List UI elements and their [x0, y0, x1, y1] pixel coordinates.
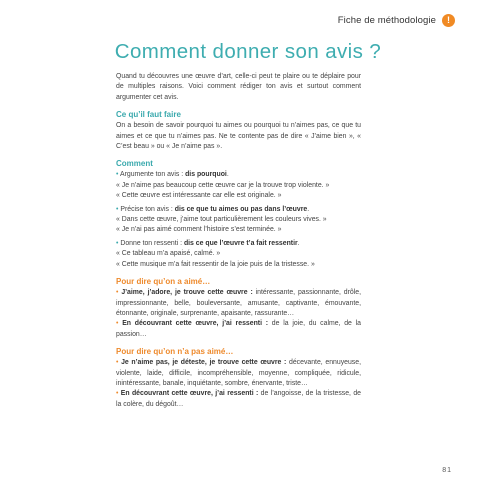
how-item-key: dis ce que tu aimes ou pas dans l’œuvre: [174, 205, 308, 213]
bullet-icon: •: [116, 205, 119, 213]
bullet-icon: •: [116, 359, 119, 367]
liked-item-text: de la joie, du calme, de la passion…: [116, 320, 362, 338]
page-number: 81: [442, 467, 452, 474]
liked-item-feelings: [116, 319, 361, 340]
page-header: [338, 14, 455, 27]
section-title-what-to-do: Ce qu’il faut faire: [116, 110, 181, 120]
disliked-item-text: décevante, ennuyeuse, violente, laide, difficile, incompréhensible, moyenne, compliquée, ridicule, inintéressante, banale, inquiétante, sombre, énervante, triste…: [116, 359, 362, 387]
how-item-line: [116, 239, 361, 249]
section-liked: [116, 276, 361, 340]
section-title-disliked: Pour dire qu’on n’a pas aimé…: [116, 347, 234, 357]
how-item-after: .: [226, 171, 229, 179]
how-item-after: .: [307, 205, 310, 213]
how-item-line: [116, 205, 361, 215]
how-item-lead: Argumente ton avis :: [119, 171, 186, 179]
main-content: [116, 72, 361, 416]
liked-item-adjectives: [116, 288, 361, 319]
section-what-to-do: [116, 109, 361, 152]
header-label: Fiche de méthodologie: [337, 15, 436, 26]
section-what-to-do-text: On a besoin de savoir pourquoi tu aimes ou pourquoi tu n’aimes pas, ce que tu aimes et ce que tu n’aimes pas. Ne te contente pas de dire « J’aime bien », « C’est beau » ou « Je n’aime pas ».: [116, 122, 361, 151]
liked-item-key: J’aime, j’adore, je trouve cette œuvre :: [121, 289, 253, 297]
disliked-item-feelings: [116, 389, 361, 410]
example-line: « Dans cette œuvre, j’aime tout particulièrement les couleurs vives. »: [116, 216, 327, 224]
bullet-icon: •: [116, 390, 119, 398]
example-line: « Cette musique m’a fait ressentir de la joie puis de la tristesse. »: [116, 260, 315, 268]
example-line: « Je n’ai pas aimé comment l’histoire s’est terminée. »: [116, 226, 282, 234]
section-how: [116, 158, 361, 270]
bullet-icon: •: [116, 289, 119, 297]
disliked-item-adjectives: [116, 358, 361, 389]
how-item-key: dis ce que l’œuvre t’a fait ressentir: [183, 239, 298, 247]
liked-item-text: intéressante, passionnante, drôle, impressionnante, belle, bouleversante, amusante, captivante, émouvante, étonnante, originale, surprenante, apaisante, rassurante…: [116, 289, 362, 317]
example-line: « Je n’aime pas beaucoup cette œuvre car je la trouve trop violente. »: [116, 181, 330, 189]
example-line: « Ce tableau m’a apaisé, calmé. »: [116, 250, 221, 258]
disliked-item-key: Je n’aime pas, je déteste, je trouve cette œuvre :: [121, 359, 287, 367]
how-item-after: .: [297, 239, 300, 247]
how-item-key: dis pourquoi: [185, 171, 227, 179]
section-title-liked: Pour dire qu’on a aimé…: [116, 277, 211, 287]
disliked-item-text: de l’angoisse, de la tristesse, de la colère, du dégoût…: [116, 390, 361, 408]
page-title: Comment donner son avis ?: [114, 40, 382, 63]
section-disliked: [116, 346, 361, 410]
bullet-icon: •: [116, 171, 119, 179]
how-item-specify: [116, 205, 361, 236]
how-item-lead: Donne ton ressenti :: [120, 239, 184, 247]
intro-paragraph: Quand tu découvres une œuvre d’art, celle-ci peut te plaire ou te déplaire pour de multiples raisons. Voici comment rédiger ton avis et surtout comment argumenter cet avis.: [116, 73, 361, 101]
how-item-lead: Précise ton avis :: [120, 205, 175, 213]
how-item-line: [116, 170, 361, 180]
exclamation-icon: !: [442, 14, 455, 27]
how-item-feeling: [116, 239, 361, 270]
example-line: « Cette œuvre est intéressante car elle est originale. »: [116, 192, 282, 200]
how-item-argue: [116, 170, 361, 201]
bullet-icon: •: [116, 239, 119, 247]
liked-item-key: En découvrant cette œuvre, j’ai ressenti :: [122, 320, 269, 328]
bullet-icon: •: [116, 320, 119, 328]
disliked-item-key: En découvrant cette œuvre, j’ai ressenti :: [120, 390, 259, 398]
section-title-how: Comment: [116, 159, 153, 169]
